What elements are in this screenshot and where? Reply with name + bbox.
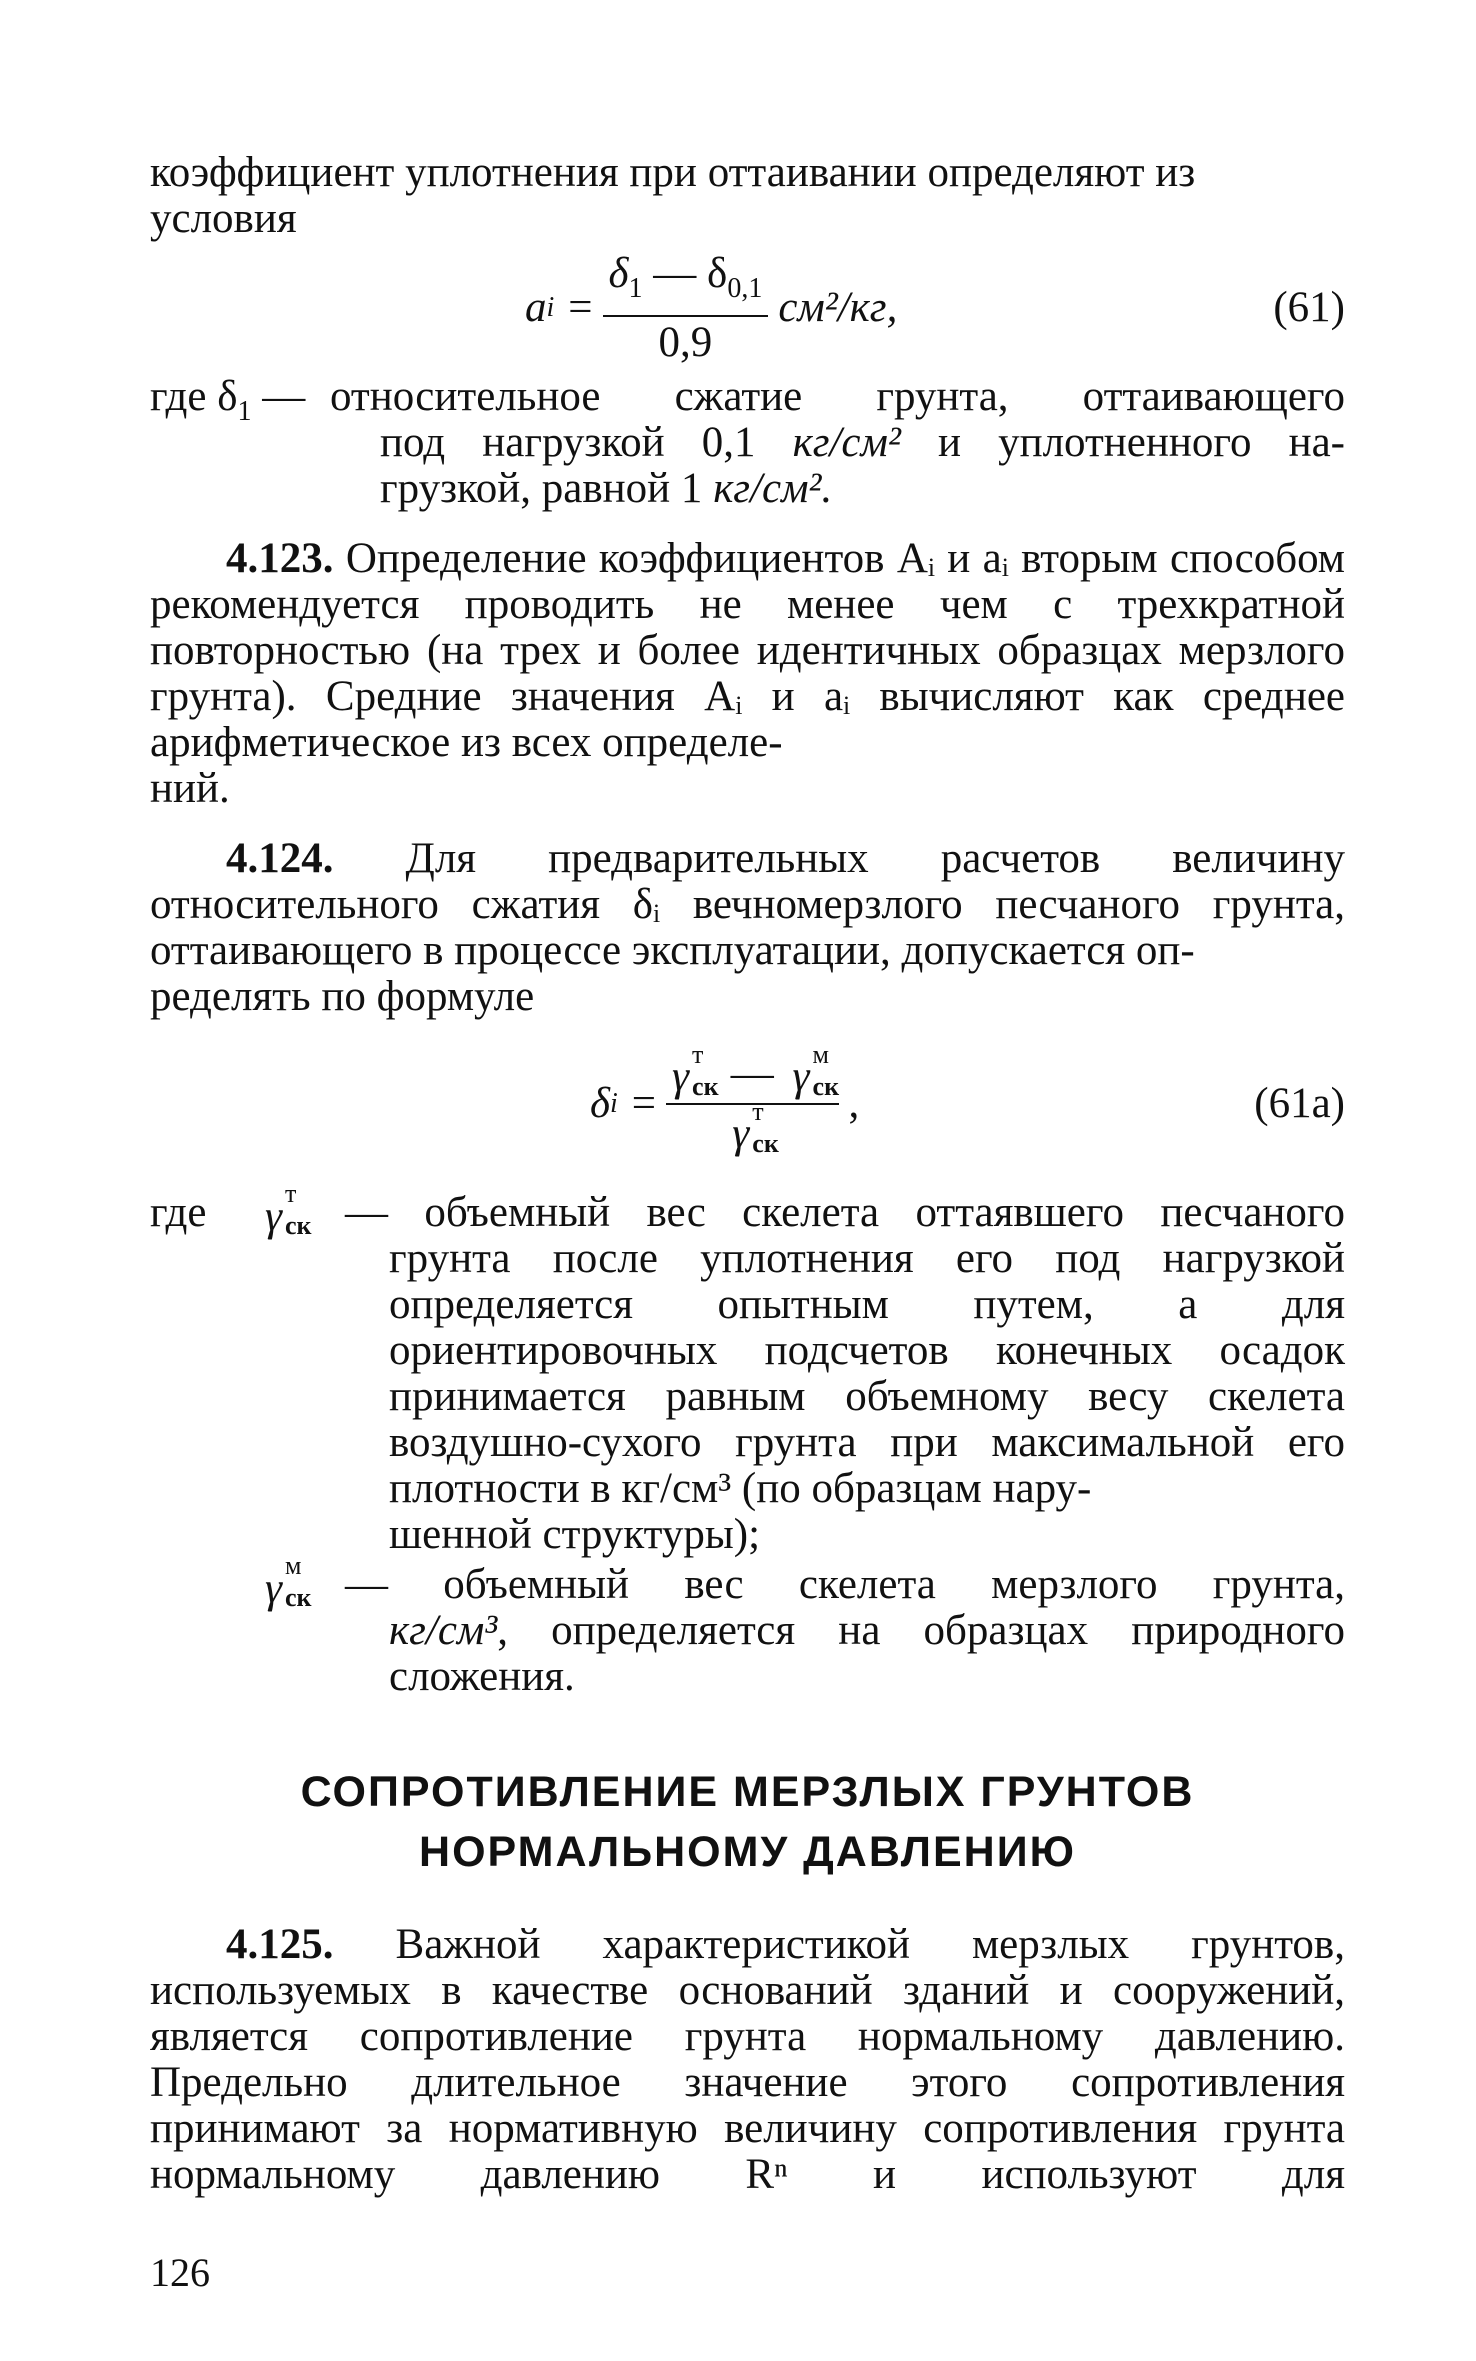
formula-61a-comma: , bbox=[848, 1080, 860, 1127]
formula-61a: δ i = γ т ск — γ м ск γ т ск , (61а) bbox=[590, 1040, 1345, 1159]
def-gamma-t-sup: т bbox=[285, 1179, 297, 1209]
gamma-m-num-sub: ск bbox=[812, 1072, 840, 1101]
def-61-line2b: и уплотненного на- bbox=[900, 419, 1345, 466]
formula-61a-lhs: δ bbox=[590, 1080, 610, 1127]
formula-61a-lhs-sub: i bbox=[610, 1088, 618, 1119]
page-number: 126 bbox=[150, 2250, 210, 2295]
def-61-unit2: кг/см². bbox=[713, 465, 833, 512]
def-61-lead: где δ bbox=[150, 373, 238, 420]
section-heading bbox=[150, 1762, 1345, 1882]
intro-line-2: условия bbox=[150, 195, 297, 242]
formula-61a-label: (61а) bbox=[1254, 1080, 1345, 1127]
def-61a-1-first-text: объемный вес скелета оттаявшего песчаного bbox=[424, 1189, 1345, 1236]
definition-gamma-m bbox=[150, 1551, 1346, 1700]
formula-61-label: (61) bbox=[1273, 284, 1345, 331]
gamma-t-den-sub: ск bbox=[752, 1129, 779, 1159]
formula-61a-fraction bbox=[666, 1040, 840, 1159]
def-61a-2-text-body: , определяется на образцах природного bbox=[497, 1607, 1345, 1654]
paragraph-4-125-text: Важной характеристикой мерзлых грунтов, используемых в качестве оснований зданий и сооружений, является сопротивление грунта нормальному давлению. Предельно длительное значение этого сопротивления принимают за нормативную величину сопротивления грунта нормальному давлению Rⁿ и используют для bbox=[150, 1921, 1345, 2198]
paragraph-4-125-number: 4.125. bbox=[226, 1921, 334, 1968]
def-gamma-t-sub: ск bbox=[285, 1211, 312, 1241]
formula-61-num-sub1: 1 bbox=[628, 272, 643, 304]
formula-61-fraction bbox=[603, 249, 769, 366]
formula-61-den: 0,9 bbox=[658, 318, 713, 366]
def-61-dash: — bbox=[251, 373, 306, 420]
formula-61-unit: см²/кг, bbox=[778, 284, 898, 331]
paragraph-4-123-number: 4.123. bbox=[226, 535, 334, 582]
def-61a-2-first-text: объемный вес скелета мерзлого грунта, bbox=[443, 1561, 1346, 1608]
gamma-t-num-sup: т bbox=[692, 1040, 704, 1069]
formula-61-lhs-sub: i bbox=[546, 292, 555, 323]
formula-61-num-minus: — δ bbox=[642, 249, 728, 297]
paragraph-4-124 bbox=[150, 836, 1345, 974]
def-61-line2a: под нагрузкой 0,1 bbox=[380, 419, 793, 466]
def-gamma-m-sub: ск bbox=[285, 1583, 312, 1613]
section-heading-line-2: НОРМАЛЬНОМУ ДАВЛЕНИЮ bbox=[419, 1828, 1076, 1876]
def-gamma-m-sup: м bbox=[285, 1551, 302, 1581]
def-61-lead-sub: 1 bbox=[237, 396, 252, 427]
gamma-t-num: γ bbox=[672, 1053, 689, 1100]
gamma-t-den-sup: т bbox=[752, 1097, 764, 1127]
def-gamma-t-symbol: γ bbox=[265, 1193, 282, 1241]
gamma-t-den: γ bbox=[732, 1110, 750, 1158]
paragraph-4-123 bbox=[150, 536, 1345, 766]
paragraph-4-124-text: Для предварительных расчетов величину относительного сжатия δᵢ вечномерзлого песчаного грунта, оттаивающего в процессе эксплуатации, допускается оп- bbox=[150, 835, 1346, 974]
def-61-unit1: кг/см² bbox=[792, 419, 901, 466]
gamma-m-num: γ bbox=[792, 1053, 810, 1100]
def-61a-1-first bbox=[345, 1190, 1345, 1236]
gamma-t-num-sub: ск bbox=[692, 1072, 719, 1101]
def-61-line3 bbox=[380, 466, 1345, 512]
def-61a-1-dash: — bbox=[345, 1189, 425, 1236]
def-61a-2-last: сложения. bbox=[389, 1653, 575, 1700]
paragraph-4-125 bbox=[150, 1922, 1345, 2198]
paragraph-4-124-last: ределять по формуле bbox=[150, 973, 535, 1020]
formula-61: a i = $\frac{\delta_1 — \delta_{0,1}}{0,9}$ см²/кг, (61) bbox=[525, 249, 1345, 366]
page-body bbox=[150, 150, 1345, 2198]
paragraph-4-124-number: 4.124. bbox=[226, 835, 334, 882]
intro-paragraph bbox=[150, 150, 1345, 242]
def-gamma-m-symbol: γ bbox=[265, 1565, 282, 1613]
def-61a-2-text bbox=[389, 1608, 1345, 1654]
formula-61a-minus: — bbox=[730, 1049, 774, 1097]
def-61a-1-text: грунта после уплотнения его под нагрузкой определяется опытным путем, а для ориентировочных подсчетов конечных осадок принимается равным объемному весу скелета воздушно-сухого грунта при максимальной его плотности в кг/см³ (по образцам нару- bbox=[389, 1235, 1345, 1512]
definition-gamma-t bbox=[150, 1179, 1345, 1558]
def-61a-1-lead: где bbox=[150, 1189, 207, 1236]
def-61-line3a: грузкой, равной 1 bbox=[380, 465, 714, 512]
paragraph-4-123-text: Определение коэффициентов Aᵢ и aᵢ вторым способом рекомендуется проводить не менее чем с трехкратной повторностью (на трех и более идентичных образцах мерзлого грунта). Средние значения Aᵢ и aᵢ вычисляют как среднее арифметическое из всех определе- bbox=[150, 535, 1346, 766]
section-heading-line-1: СОПРОТИВЛЕНИЕ МЕРЗЛЫХ ГРУНТОВ bbox=[300, 1768, 1195, 1816]
formula-61-num: δ bbox=[608, 249, 629, 297]
def-61a-2-first bbox=[345, 1562, 1345, 1608]
intro-line-1: коэффициент уплотнения при оттаивании определяют из bbox=[150, 149, 1196, 196]
paragraph-4-123-last: ний. bbox=[150, 765, 230, 812]
def-61a-2-dash: — bbox=[345, 1561, 444, 1608]
formula-61-lhs: a bbox=[525, 284, 547, 331]
definition-delta1 bbox=[150, 374, 1345, 512]
gamma-m-num-sup: м bbox=[812, 1040, 829, 1069]
def-61a-2-unit: кг/см³ bbox=[389, 1607, 498, 1654]
def-61a-1-last: шенной структуры); bbox=[389, 1511, 761, 1558]
def-61-line2 bbox=[380, 420, 1345, 466]
formula-61-num-sub2: 0,1 bbox=[727, 272, 763, 304]
def-61-line1: относительное сжатие грунта, оттаивающего bbox=[330, 373, 1345, 420]
